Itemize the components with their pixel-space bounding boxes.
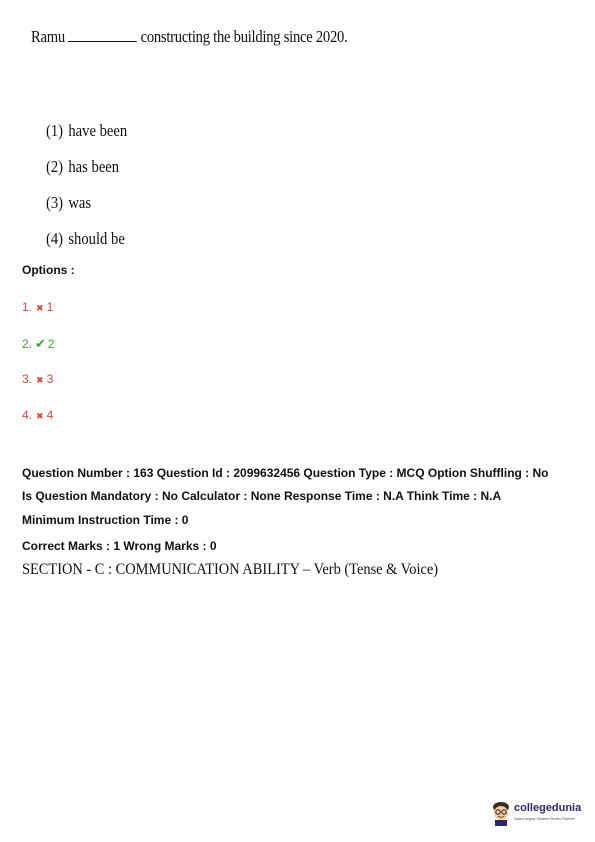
question-meta-line-1: Question Number : 163 Question Id : 2099632456 Question Type : MCQ Option Shuffling : No: [22, 466, 549, 480]
question-text: [31, 27, 347, 47]
question-blank: [68, 29, 137, 42]
choice-number: (2): [46, 157, 64, 176]
cross-icon: ✖: [36, 375, 44, 385]
choice-text: was: [68, 193, 92, 212]
cross-icon: ✖: [36, 303, 44, 313]
option-value: 2: [47, 337, 55, 351]
options-label: Options :: [22, 263, 75, 277]
option-1: [22, 300, 53, 314]
choice-number: (3): [46, 193, 64, 212]
check-icon: ✔: [35, 336, 46, 351]
option-4: [22, 408, 53, 422]
mascot-icon: [490, 800, 512, 826]
question-meta-line-3: Minimum Instruction Time : 0: [22, 513, 189, 527]
choice-text: have been: [68, 121, 128, 140]
collegedunia-logo: [490, 800, 590, 830]
question-before-blank: Ramu: [31, 27, 65, 46]
section-heading: SECTION - C : COMMUNICATION ABILITY – Verb (Tense & Voice): [22, 561, 439, 578]
choice-3: [46, 193, 91, 213]
choice-number: (4): [46, 229, 64, 248]
option-value: 4: [46, 408, 54, 422]
choice-text: has been: [68, 157, 120, 176]
cross-icon: ✖: [36, 411, 44, 421]
choice-4: [46, 229, 125, 249]
question-meta-line-2: Is Question Mandatory : No Calculator : None Response Time : N.A Think Time : N.A: [22, 489, 502, 503]
option-index: 4.: [22, 408, 33, 422]
option-index: 2.: [22, 337, 33, 351]
choice-1: [46, 121, 127, 141]
option-2: [22, 336, 55, 352]
option-index: 1.: [22, 300, 33, 314]
choice-text: should be: [68, 229, 125, 248]
logo-tagline: India's largest Student Review Platform: [514, 817, 575, 821]
question-after-blank: constructing the building since 2020.: [140, 27, 348, 46]
option-3: [22, 372, 53, 386]
choice-2: [46, 157, 119, 177]
choice-number: (1): [46, 121, 64, 140]
option-value: 1: [46, 300, 54, 314]
question-meta-line-4: Correct Marks : 1 Wrong Marks : 0: [22, 539, 217, 553]
logo-name: collegedunia: [514, 802, 582, 814]
option-index: 3.: [22, 372, 33, 386]
option-value: 3: [46, 372, 54, 386]
